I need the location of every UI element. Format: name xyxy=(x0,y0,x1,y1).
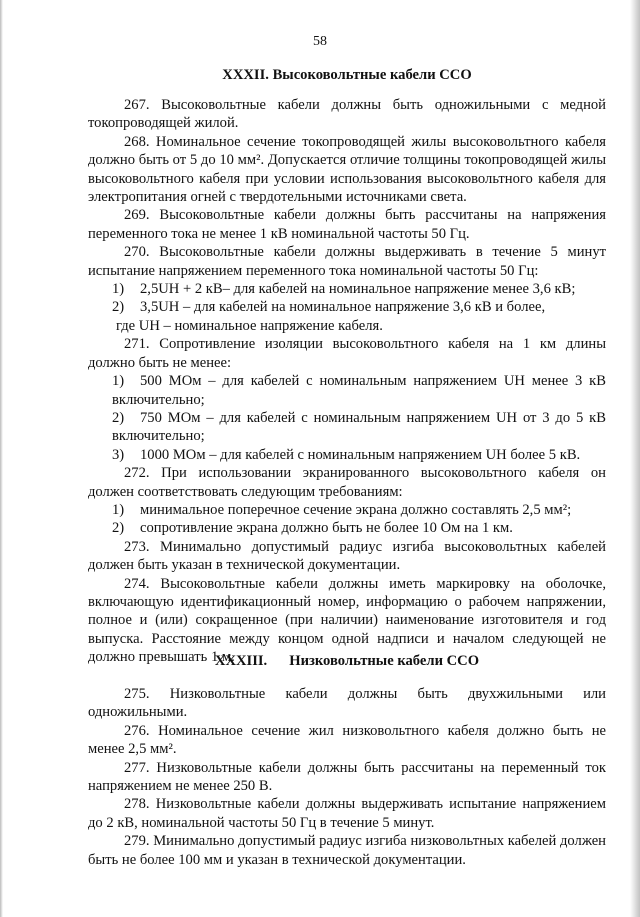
paragraph-268: 268. Номинальное сечение токопроводящей жилы высоковольтного кабеля должно быть от 5 до 10 мм². Допускается отличие толщины токопроводящей жилы высоковольтного кабеля при условии использования высоковольтного кабеля для электропитания огней с твердотельными источниками света. xyxy=(88,133,606,206)
paragraph-267: 267. Высоковольтные кабели должны быть одножильными с медной токопроводящей жилой. xyxy=(88,97,606,132)
paragraph-278: 278. Низковольтные кабели должны выдерживать испытание напряжением до 2 кВ, номинальной частоты 50 Гц в течение 5 минут. xyxy=(88,796,606,831)
list-item-272-2 xyxy=(88,519,606,537)
list-item-text: 1000 МОм – для кабелей с номинальным напряжением UН более 5 кВ. xyxy=(140,446,581,463)
page-number: 58 xyxy=(313,34,327,49)
list-item-text: минимальное поперечное сечение экрана должно составлять 2,5 мм²; xyxy=(140,501,572,518)
paragraph-273: 273. Минимально допустимый радиус изгиба высоковольтных кабелей должен быть указан в технической документации. xyxy=(88,538,606,574)
list-item-text: 500 МОм – для кабелей с номинальным напряжением UН менее 3 кВ включительно; xyxy=(112,373,606,408)
section-xxxii-body xyxy=(88,96,606,667)
paragraph-272: 272. При использовании экранированного высоковольтного кабеля он должен соответствовать следующим требованиям: xyxy=(88,465,606,500)
paragraph-274: 274. Высоковольтные кабели должны иметь маркировку на оболочке, включающую идентификационный номер, информацию о рабочем напряжении, полное и (или) сокращенное (при наличии) наименование изготовителя и год выпуска. Расстояние между концом одной надписи и началом следующей не должно превышать 1 м. xyxy=(88,575,606,666)
list-item-number: 3) xyxy=(112,446,125,463)
list-item-number: 2) xyxy=(112,299,125,316)
list-item-number: 1) xyxy=(112,281,125,298)
list-item-271-1 xyxy=(88,372,606,409)
list-item-number: 2) xyxy=(112,520,125,537)
section-heading-xxxii: XXXII. Высоковольтные кабели ССО xyxy=(222,67,472,83)
list-item-271-3 xyxy=(88,446,606,464)
list-item-number: 1) xyxy=(112,373,125,390)
paragraph-271: 271. Сопротивление изоляции высоковольтного кабеля на 1 км длины должно быть не менее: xyxy=(88,336,606,371)
list-item-text: 2,5UН + 2 кВ– для кабелей на номинальное напряжение менее 3,6 кВ; xyxy=(140,281,576,298)
list-item-text: 3,5UН – для кабелей на номинальное напряжение 3,6 кВ и более, xyxy=(140,299,546,316)
note-270: где UН – номинальное напряжение кабеля. xyxy=(116,317,383,334)
section-heading-number: XXXIII. xyxy=(214,653,268,669)
list-item-text: сопротивление экрана должно быть не более 10 Ом на 1 км. xyxy=(140,520,513,537)
list-item-text: 750 МОм – для кабелей с номинальным напряжением UН от 3 до 5 кВ включительно; xyxy=(112,409,606,445)
list-item-number: 1) xyxy=(112,501,125,518)
list-item-270-1 xyxy=(88,280,606,298)
list-item-270-2 xyxy=(88,298,606,316)
paragraph-270: 270. Высоковольтные кабели должны выдерживать в течение 5 минут испытание напряжением переменного тока номинальной частоты 50 Гц: xyxy=(88,244,606,279)
paragraph-276: 276. Номинальное сечение жил низковольтного кабеля должно быть не менее 2,5 мм². xyxy=(88,722,606,758)
scan-edge-left xyxy=(0,0,3,917)
scan-edge-right xyxy=(630,0,640,917)
paragraph-277: 277. Низковольтные кабели должны быть рассчитаны на переменный ток напряжением не менее 250 В. xyxy=(88,759,606,795)
section-heading-text: Низковольтные кабели ССО xyxy=(289,653,480,669)
list-item-272-1 xyxy=(88,501,606,519)
paragraph-269: 269. Высоковольтные кабели должны быть рассчитаны на напряжения переменного тока не менее 1 кВ номинальной частоты 50 Гц. xyxy=(88,207,606,242)
paragraph-275: 275. Низковольтные кабели должны быть двухжильными или одножильными. xyxy=(88,686,606,721)
list-item-271-2 xyxy=(88,409,606,446)
section-xxxiii-body xyxy=(88,685,606,869)
section-heading-xxxiii xyxy=(88,652,606,670)
list-item-number: 2) xyxy=(112,409,125,426)
paragraph-279: 279. Минимально допустимый радиус изгиба низковольтных кабелей должен быть не более 100 мм и указан в технической документации. xyxy=(88,833,606,868)
